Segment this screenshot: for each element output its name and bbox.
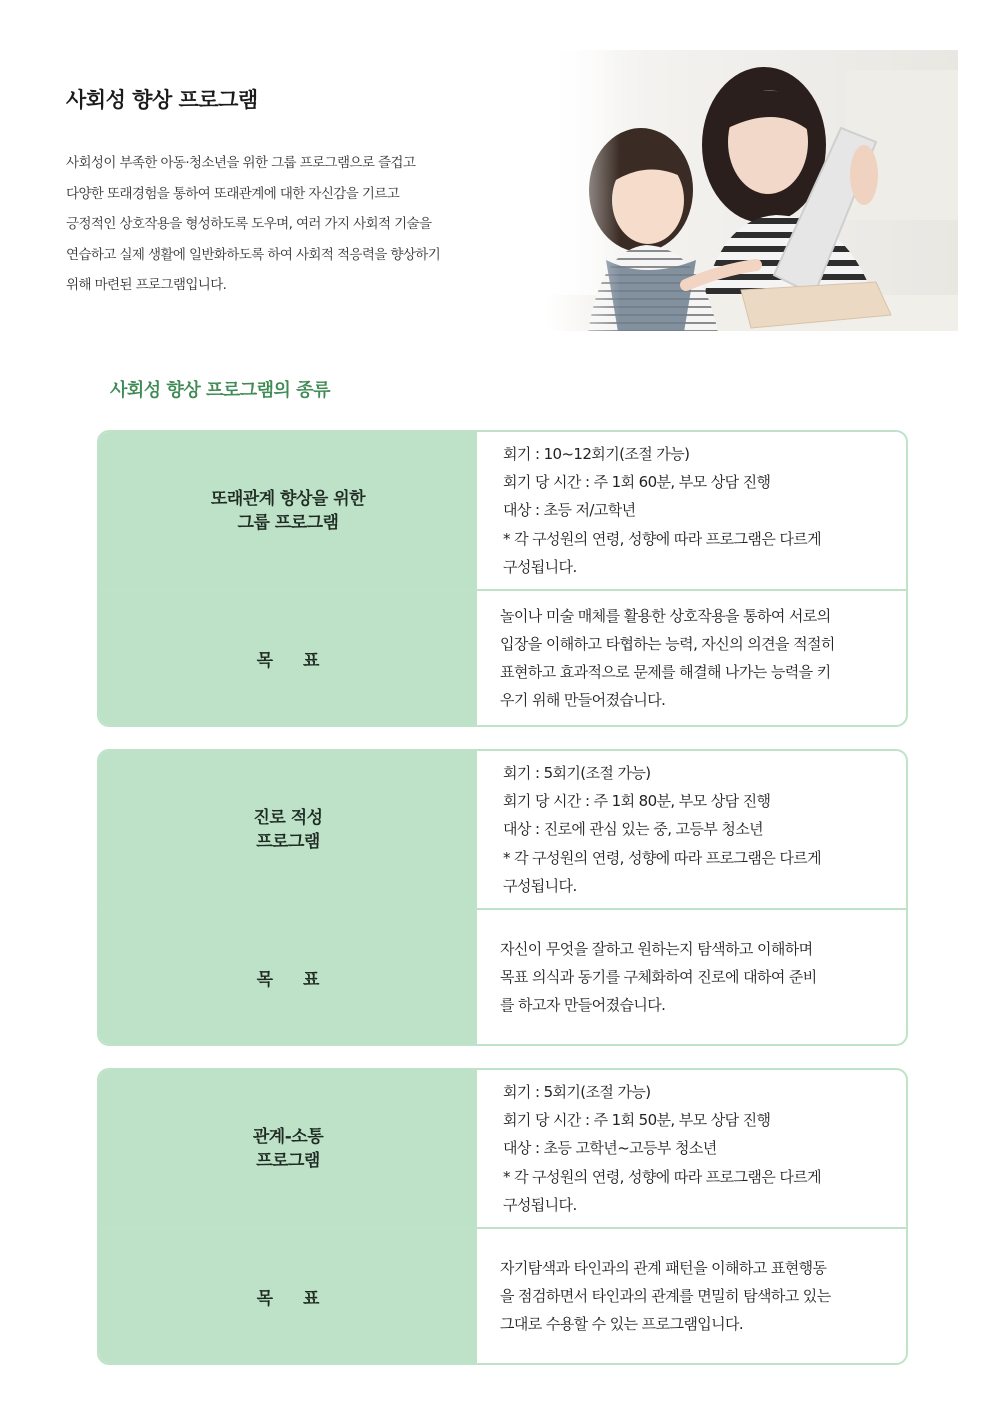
hero-illustration — [546, 50, 958, 331]
program-goal-row — [99, 591, 906, 725]
goal-label-cell — [99, 910, 477, 1044]
goal-label-cell — [99, 591, 477, 725]
intro-line: 다양한 또래경험을 통하여 또래관계에 대한 자신감을 기르고 — [66, 185, 400, 202]
program-info-row — [99, 432, 906, 591]
program-info-row — [99, 1070, 906, 1229]
program-card-career — [97, 749, 908, 1046]
detail-note-cont: 구성됩니다. — [503, 557, 577, 576]
intro-line: 긍정적인 상호작용을 형성하도록 도우며, 여러 가지 사회적 기술을 — [66, 216, 432, 232]
program-info-row — [99, 751, 906, 910]
program-details — [477, 1070, 906, 1227]
goal-line: 놀이나 미술 매체를 활용한 상호작용을 통하여 서로의 — [500, 606, 831, 625]
program-details — [477, 432, 906, 589]
goal-line: 자기탐색과 타인과의 관계 패턴을 이해하고 표현행동 — [500, 1258, 827, 1277]
detail-duration: 회기 당 시간 : 주 1회 50분, 부모 상담 진행 — [503, 1111, 771, 1130]
detail-target: 대상 : 진로에 관심 있는 중, 고등부 청소년 — [503, 820, 764, 839]
intro-line: 사회성이 부족한 아동·청소년을 위한 그룹 프로그램으로 즐겁고 — [66, 155, 416, 171]
program-name-line: 진로 적성 — [253, 807, 323, 828]
goal-line: 표현하고 효과적으로 문제를 해결해 나가는 능력을 키 — [500, 663, 831, 681]
program-details — [477, 751, 906, 908]
intro-line: 연습하고 실제 생활에 일반화하도록 하여 사회적 적응력을 향상하기 — [66, 246, 441, 263]
goal-line: 그대로 수용할 수 있는 프로그램입니다. — [500, 1315, 744, 1334]
detail-duration: 회기 당 시간 : 주 1회 60분, 부모 상담 진행 — [503, 473, 771, 492]
detail-note: * 각 구성원의 연령, 성향에 따라 프로그램은 다르게 — [503, 529, 822, 548]
goal-label: 목 표 — [256, 1288, 320, 1309]
detail-target: 대상 : 초등 저/고학년 — [503, 501, 636, 520]
goal-description — [477, 591, 906, 725]
goal-line: 입장을 이해하고 타협하는 능력, 자신의 의견을 적절히 — [500, 634, 835, 653]
program-name-line: 또래관계 향상을 위한 — [210, 488, 366, 509]
goal-line: 을 점검하면서 타인과의 관계를 면밀히 탐색하고 있는 — [500, 1286, 831, 1305]
goal-line: 자신이 무엇을 잘하고 원하는지 탐색하고 이해하며 — [500, 939, 813, 958]
detail-target: 대상 : 초등 고학년~고등부 청소년 — [503, 1139, 717, 1158]
intro-line: 위해 마련된 프로그램입니다. — [66, 277, 227, 293]
program-goal-row — [99, 1229, 906, 1363]
program-name-line: 프로그램 — [256, 1150, 320, 1171]
program-card-peer-group — [97, 430, 908, 727]
intro-paragraph — [66, 148, 516, 301]
goal-line: 목표 의식과 동기를 구체화하여 진로에 대하여 준비 — [500, 967, 817, 986]
program-name-cell — [99, 751, 477, 908]
detail-note: * 각 구성원의 연령, 성향에 따라 프로그램은 다르게 — [503, 848, 822, 867]
program-name-line: 그룹 프로그램 — [237, 512, 339, 533]
program-goal-row — [99, 910, 906, 1044]
goal-description — [477, 910, 906, 1044]
detail-note: * 각 구성원의 연령, 성향에 따라 프로그램은 다르게 — [503, 1167, 822, 1186]
detail-sessions: 회기 : 5회기(조절 가능) — [503, 763, 651, 782]
program-name-line: 관계-소통 — [252, 1126, 324, 1147]
program-name-cell — [99, 1070, 477, 1227]
goal-line: 를 하고자 만들어졌습니다. — [500, 996, 666, 1015]
detail-sessions: 회기 : 10~12회기(조절 가능) — [503, 444, 690, 463]
section-title: 사회성 향상 프로그램의 종류 — [110, 380, 330, 401]
detail-note-cont: 구성됩니다. — [503, 876, 577, 895]
page-title: 사회성 향상 프로그램 — [66, 88, 258, 112]
detail-sessions: 회기 : 5회기(조절 가능) — [503, 1082, 651, 1101]
goal-label-cell — [99, 1229, 477, 1363]
goal-description — [477, 1229, 906, 1363]
detail-note-cont: 구성됩니다. — [503, 1195, 577, 1214]
detail-duration: 회기 당 시간 : 주 1회 80분, 부모 상담 진행 — [503, 792, 771, 811]
goal-label: 목 표 — [256, 650, 320, 671]
goal-line: 우기 위해 만들어졌습니다. — [500, 691, 666, 710]
program-card-relationship — [97, 1068, 908, 1365]
program-name-line: 프로그램 — [256, 831, 320, 852]
goal-label: 목 표 — [256, 969, 320, 990]
hero-photo — [546, 50, 958, 331]
program-name-cell — [99, 432, 477, 589]
